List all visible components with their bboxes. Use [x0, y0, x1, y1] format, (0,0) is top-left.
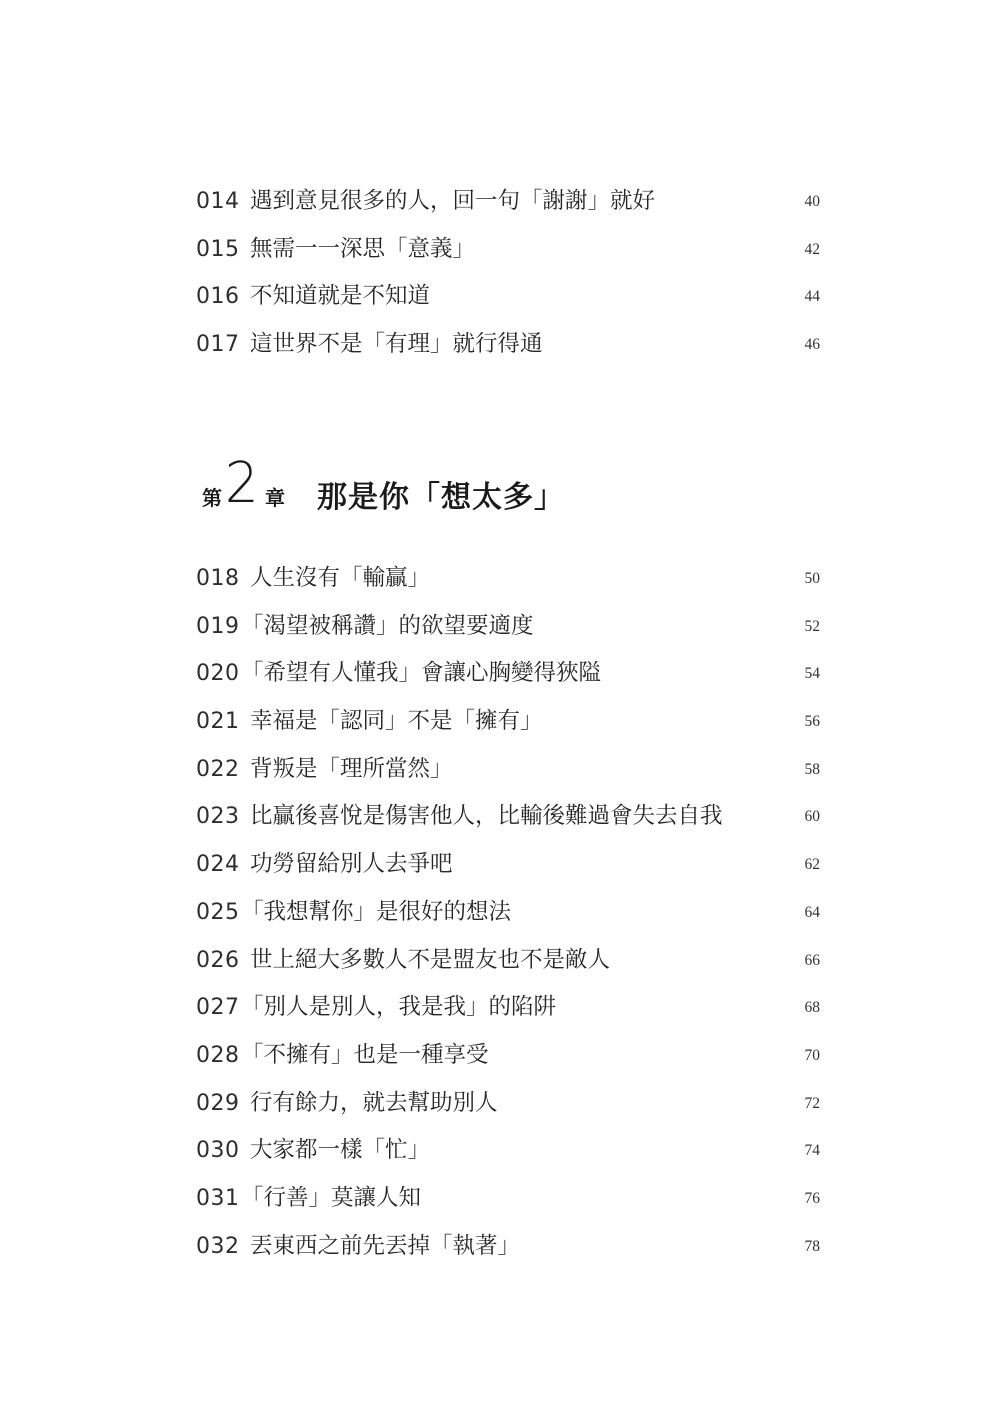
- entry-page-number: 72: [804, 1094, 820, 1112]
- entry-page-number: 42: [804, 240, 820, 258]
- entry-number: 016: [196, 284, 240, 310]
- entry-page-number: 74: [804, 1142, 820, 1160]
- entry-number: 025: [196, 899, 240, 925]
- entry-number: 014: [196, 189, 240, 214]
- toc-entry[interactable]: [0, 746, 1000, 794]
- entry-number: 028: [196, 1042, 240, 1068]
- entry-page-number: 64: [804, 903, 820, 921]
- entry-number: 031: [196, 1185, 240, 1211]
- toc-entry[interactable]: [0, 1032, 1000, 1080]
- toc-entry[interactable]: [0, 1080, 1000, 1128]
- entry-number: 017: [196, 332, 240, 358]
- entry-title: 「渴望被稱讚」的欲望要適度: [241, 612, 534, 639]
- toc-entry[interactable]: [0, 555, 1000, 603]
- entry-number: 023: [196, 804, 240, 830]
- entry-title: 行有餘力，就去幫助別人: [250, 1089, 498, 1116]
- entry-page-number: 62: [804, 856, 820, 874]
- entry-number: 030: [196, 1138, 240, 1164]
- entry-page-number: 78: [804, 1237, 820, 1255]
- entry-title: 無需一一深思「意義」: [250, 235, 476, 262]
- entry-title: 比贏後喜悅是傷害他人，比輸後難過會失去自我: [250, 803, 723, 830]
- chapter-prefix: 第: [202, 486, 222, 510]
- entry-title: 丟東西之前先丟掉「執著」: [250, 1232, 521, 1259]
- entry-title: 這世界不是「有理」就行得通: [250, 331, 543, 358]
- toc-entry[interactable]: [0, 937, 1000, 985]
- entry-number: 026: [196, 947, 240, 973]
- toc-entry[interactable]: [0, 984, 1000, 1032]
- chapter-heading: [200, 451, 800, 522]
- entry-number: 019: [196, 613, 240, 639]
- entry-number: 021: [196, 709, 240, 735]
- entry-page-number: 58: [804, 760, 820, 778]
- entry-page-number: 40: [804, 193, 820, 210]
- entry-page-number: 46: [804, 336, 820, 354]
- entry-page-number: 70: [804, 1046, 820, 1064]
- entry-number: 024: [196, 852, 240, 878]
- entry-number: 015: [196, 236, 240, 262]
- entry-title: 遇到意見很多的人，回一句「謝謝」就好: [250, 188, 656, 214]
- entry-title: 幸福是「認同」不是「擁有」: [250, 708, 543, 735]
- entry-page-number: 44: [804, 288, 820, 306]
- entry-page-number: 68: [804, 999, 820, 1017]
- toc-entry[interactable]: [0, 793, 1000, 841]
- toc-entry[interactable]: [0, 1127, 1000, 1175]
- entry-number: 018: [196, 566, 240, 591]
- toc-entry[interactable]: [0, 1175, 1000, 1223]
- entry-title: 世上絕大多數人不是盟友也不是敵人: [250, 946, 611, 973]
- entry-title: 「別人是別人，我是我」的陷阱: [241, 994, 557, 1021]
- toc-entry[interactable]: [0, 698, 1000, 746]
- toc-entry[interactable]: [0, 1223, 1000, 1271]
- entry-page-number: 54: [804, 665, 820, 683]
- entry-page-number: 60: [804, 808, 820, 826]
- entry-title: 功勞留給別人去爭吧: [250, 851, 453, 878]
- entry-number: 029: [196, 1090, 240, 1116]
- entry-title: 人生沒有「輸贏」: [250, 565, 431, 591]
- entry-title: 「不擁有」也是一種享受: [241, 1041, 489, 1068]
- entry-page-number: 76: [804, 1189, 820, 1207]
- chapter-title: 那是你「想太多」: [317, 480, 565, 515]
- toc-entry[interactable]: [0, 841, 1000, 889]
- entry-number: 032: [196, 1233, 240, 1259]
- toc-list-chapter-1: [0, 178, 1000, 369]
- entry-title: 「行善」莫讓人知: [241, 1184, 422, 1211]
- entry-title: 大家都一樣「忙」: [250, 1137, 431, 1164]
- entry-page-number: 50: [804, 570, 820, 587]
- entry-page-number: 66: [804, 951, 820, 969]
- entry-number: 022: [196, 756, 240, 782]
- toc-entry[interactable]: [0, 226, 1000, 274]
- entry-page-number: 52: [804, 617, 820, 635]
- entry-title: 背叛是「理所當然」: [250, 755, 453, 782]
- entry-title: 「我想幫你」是很好的想法: [241, 898, 512, 925]
- chapter-suffix: 章: [265, 486, 285, 510]
- toc-entry[interactable]: [0, 650, 1000, 698]
- entry-title: 不知道就是不知道: [250, 283, 431, 310]
- entry-title: 「希望有人懂我」會讓心胸變得狹隘: [241, 660, 602, 687]
- chapter-number: 2: [224, 451, 259, 516]
- entry-number: 020: [196, 661, 240, 687]
- toc-entry[interactable]: [0, 889, 1000, 937]
- entry-page-number: 56: [804, 713, 820, 731]
- toc-entry[interactable]: [0, 603, 1000, 651]
- toc-entry[interactable]: [0, 321, 1000, 369]
- toc-list-chapter-2: [0, 555, 1000, 1270]
- toc-entry[interactable]: [0, 273, 1000, 321]
- toc-entry[interactable]: [0, 178, 1000, 226]
- entry-number: 027: [196, 995, 240, 1021]
